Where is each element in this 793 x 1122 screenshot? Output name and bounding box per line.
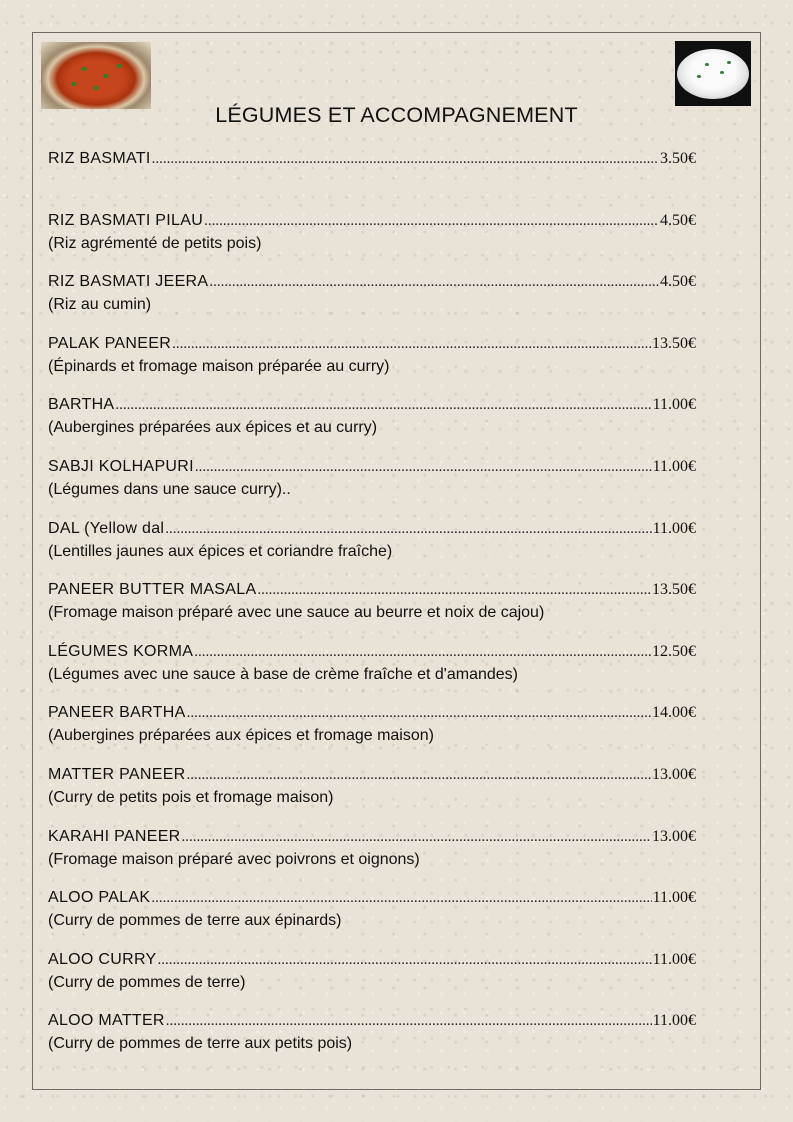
menu-item-line	[48, 704, 696, 724]
menu-item-price: 12.50€	[652, 642, 696, 660]
dot-leader	[195, 459, 652, 476]
menu-item-name: RIZ BASMATI	[48, 150, 151, 167]
dot-leader	[209, 274, 659, 291]
menu-item	[48, 396, 696, 458]
menu-item-price: 14.00€	[652, 704, 696, 722]
menu-item	[48, 704, 696, 766]
menu-item-line	[48, 951, 696, 971]
menu-item-price: 13.50€	[652, 581, 696, 599]
menu-item-line	[48, 150, 696, 170]
menu-item-price: 4.50€	[660, 211, 696, 229]
menu-item-line	[48, 212, 696, 232]
menu-item-description: (Épinards et fromage maison préparée au curry)	[48, 357, 390, 375]
menu-item-name: PALAK PANEER	[48, 334, 172, 352]
menu-item-line	[48, 643, 696, 663]
menu-item-line	[48, 458, 696, 478]
menu-item	[48, 889, 696, 951]
menu-item-line	[48, 520, 696, 540]
dot-leader	[115, 397, 651, 414]
dot-leader	[165, 521, 651, 538]
menu-item-description: (Fromage maison préparé avec une sauce au beurre et noix de cajou)	[48, 604, 545, 622]
menu-item-description: (Riz agrémenté de petits pois)	[48, 234, 262, 252]
menu-item	[48, 520, 696, 582]
menu-item-price: 13.00€	[652, 827, 696, 845]
menu-item-name: BARTHA	[48, 396, 115, 414]
menu-item	[48, 643, 696, 705]
menu-item-name: ALOO PALAK	[48, 889, 151, 907]
menu-item-line	[48, 581, 696, 601]
menu-item-price: 11.00€	[652, 396, 696, 414]
menu-item	[48, 581, 696, 643]
menu-item-description: (Fromage maison préparé avec poivrons et oignons)	[48, 850, 420, 868]
menu-item-price: 11.00€	[652, 519, 696, 537]
dot-leader	[166, 1013, 652, 1030]
menu-item	[48, 951, 696, 1013]
menu-item-name: SABJI KOLHAPURI	[48, 457, 194, 475]
menu-item-price: 11.00€	[652, 889, 696, 907]
menu-item	[48, 1012, 696, 1074]
dot-leader	[158, 952, 652, 969]
menu-item-price: 11.00€	[652, 457, 696, 475]
dot-leader	[187, 705, 651, 722]
menu-item-price: 11.00€	[652, 1012, 696, 1030]
rice-bowl-photo	[675, 41, 751, 106]
menu-item-name: DAL (Yellow dal	[48, 519, 165, 537]
menu-item-description: (Légumes avec une sauce à base de crème fraîche et d'amandes)	[48, 665, 518, 683]
menu-item-description: (Curry de pommes de terre)	[48, 973, 246, 991]
menu-item	[48, 212, 696, 274]
menu-item-price: 13.00€	[652, 765, 696, 783]
menu-item-name: PANEER BUTTER MASALA	[48, 581, 257, 599]
menu-item-line	[48, 766, 696, 786]
menu-item-price: 3.50€	[660, 150, 696, 167]
menu-item-name: RIZ BASMATI JEERA	[48, 273, 209, 291]
menu-item-description: (Curry de petits pois et fromage maison)	[48, 788, 334, 806]
menu-item-description: (Riz au cumin)	[48, 296, 152, 314]
menu-item-line	[48, 1012, 696, 1032]
dot-leader	[257, 582, 651, 599]
menu-item-name: MATTER PANEER	[48, 765, 186, 783]
menu-item-name: KARAHI PANEER	[48, 827, 181, 845]
menu-item-name: LÉGUMES KORMA	[48, 642, 194, 660]
menu-item	[48, 150, 696, 212]
menu-item	[48, 828, 696, 890]
menu-item-line	[48, 273, 696, 293]
menu-item-name: ALOO MATTER	[48, 1012, 165, 1030]
dot-leader	[204, 213, 659, 230]
section-title: LÉGUMES ET ACCOMPAGNEMENT	[215, 103, 578, 127]
menu-item-description: (Lentilles jaunes aux épices et coriandre fraîche)	[48, 542, 393, 560]
menu-list	[48, 150, 696, 1074]
dot-leader	[152, 151, 659, 168]
menu-item	[48, 458, 696, 520]
menu-item-description: (Aubergines préparées aux épices et fromage maison)	[48, 727, 434, 745]
menu-item-name: PANEER BARTHA	[48, 704, 186, 722]
menu-item-line	[48, 889, 696, 909]
menu-item	[48, 335, 696, 397]
dot-leader	[187, 767, 651, 784]
menu-item	[48, 273, 696, 335]
menu-item-description: (Curry de pommes de terre aux petits pois)	[48, 1035, 353, 1053]
menu-item-description: (Légumes dans une sauce curry)..	[48, 480, 291, 498]
curry-dish-photo	[41, 42, 151, 109]
menu-item-price: 13.50€	[652, 334, 696, 352]
menu-item-description: (Aubergines préparées aux épices et au curry)	[48, 419, 378, 437]
menu-item	[48, 766, 696, 828]
dot-leader	[194, 644, 651, 661]
menu-item-price: 4.50€	[660, 273, 696, 291]
dot-leader	[151, 890, 651, 907]
menu-item-name: ALOO CURRY	[48, 950, 157, 968]
menu-item-price: 11.00€	[652, 950, 696, 968]
menu-item-line	[48, 828, 696, 848]
menu-item-line	[48, 396, 696, 416]
menu-item-line	[48, 335, 696, 355]
dot-leader	[182, 829, 651, 846]
menu-item-description: (Curry de pommes de terre aux épinards)	[48, 912, 342, 930]
dot-leader	[172, 336, 651, 353]
menu-item-name: RIZ BASMATI PILAU	[48, 211, 204, 229]
